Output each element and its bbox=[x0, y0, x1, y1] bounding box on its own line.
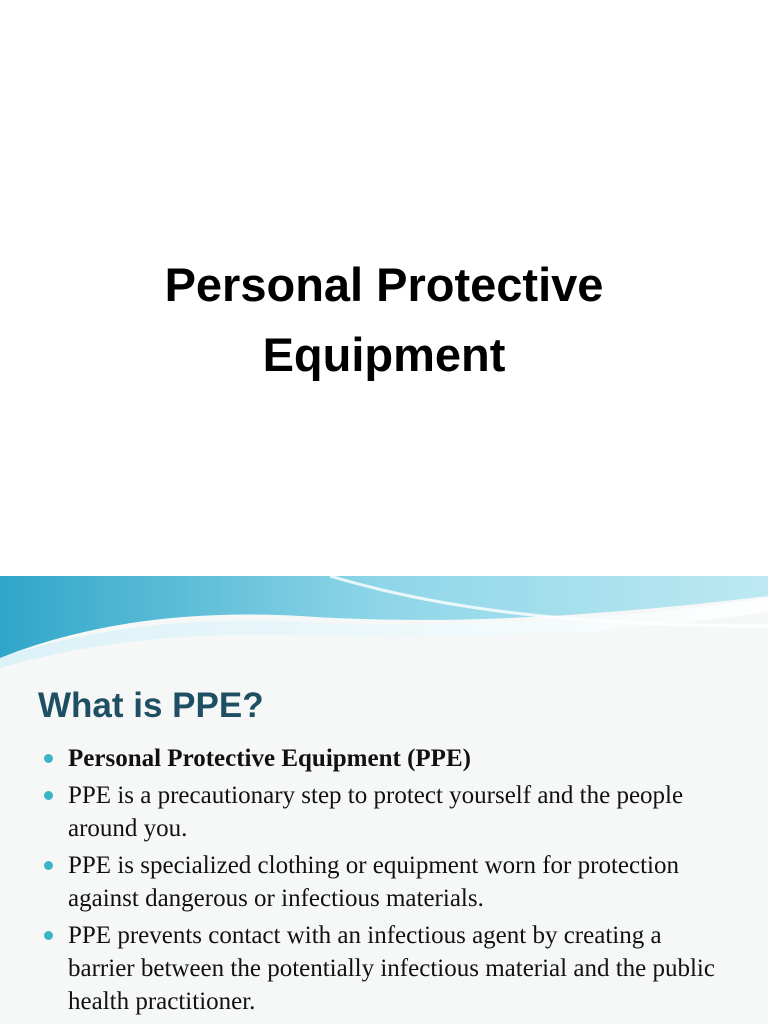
title-line-1: Personal Protective bbox=[164, 258, 604, 311]
bullet-item bbox=[0, 919, 768, 1018]
bullet-item bbox=[0, 779, 768, 845]
bullet-text: Personal Protective Equipment (PPE) bbox=[68, 745, 471, 772]
bullet-text: PPE is a precautionary step to protect yourself and the people around you. bbox=[68, 782, 684, 842]
bullet-text: PPE is specialized clothing or equipment worn for protection against dangerous or infectious materials. bbox=[68, 852, 679, 912]
title-line-2: Equipment bbox=[262, 328, 506, 381]
bullet-dot-icon bbox=[44, 791, 53, 800]
decorative-wave-banner bbox=[0, 576, 768, 686]
bullet-dot-icon bbox=[44, 931, 53, 940]
bullet-text: PPE prevents contact with an infectious agent by creating a barrier between the potentially infectious material and the public health practitioner. bbox=[68, 922, 715, 1015]
bullet-dot-icon bbox=[44, 861, 53, 870]
content-slide-heading: What is PPE? bbox=[38, 686, 264, 725]
title-slide-heading bbox=[0, 250, 768, 390]
bullet-dot-icon bbox=[44, 754, 53, 763]
bullet-item bbox=[0, 742, 768, 775]
bullet-list bbox=[0, 742, 768, 1022]
bullet-item bbox=[0, 849, 768, 915]
